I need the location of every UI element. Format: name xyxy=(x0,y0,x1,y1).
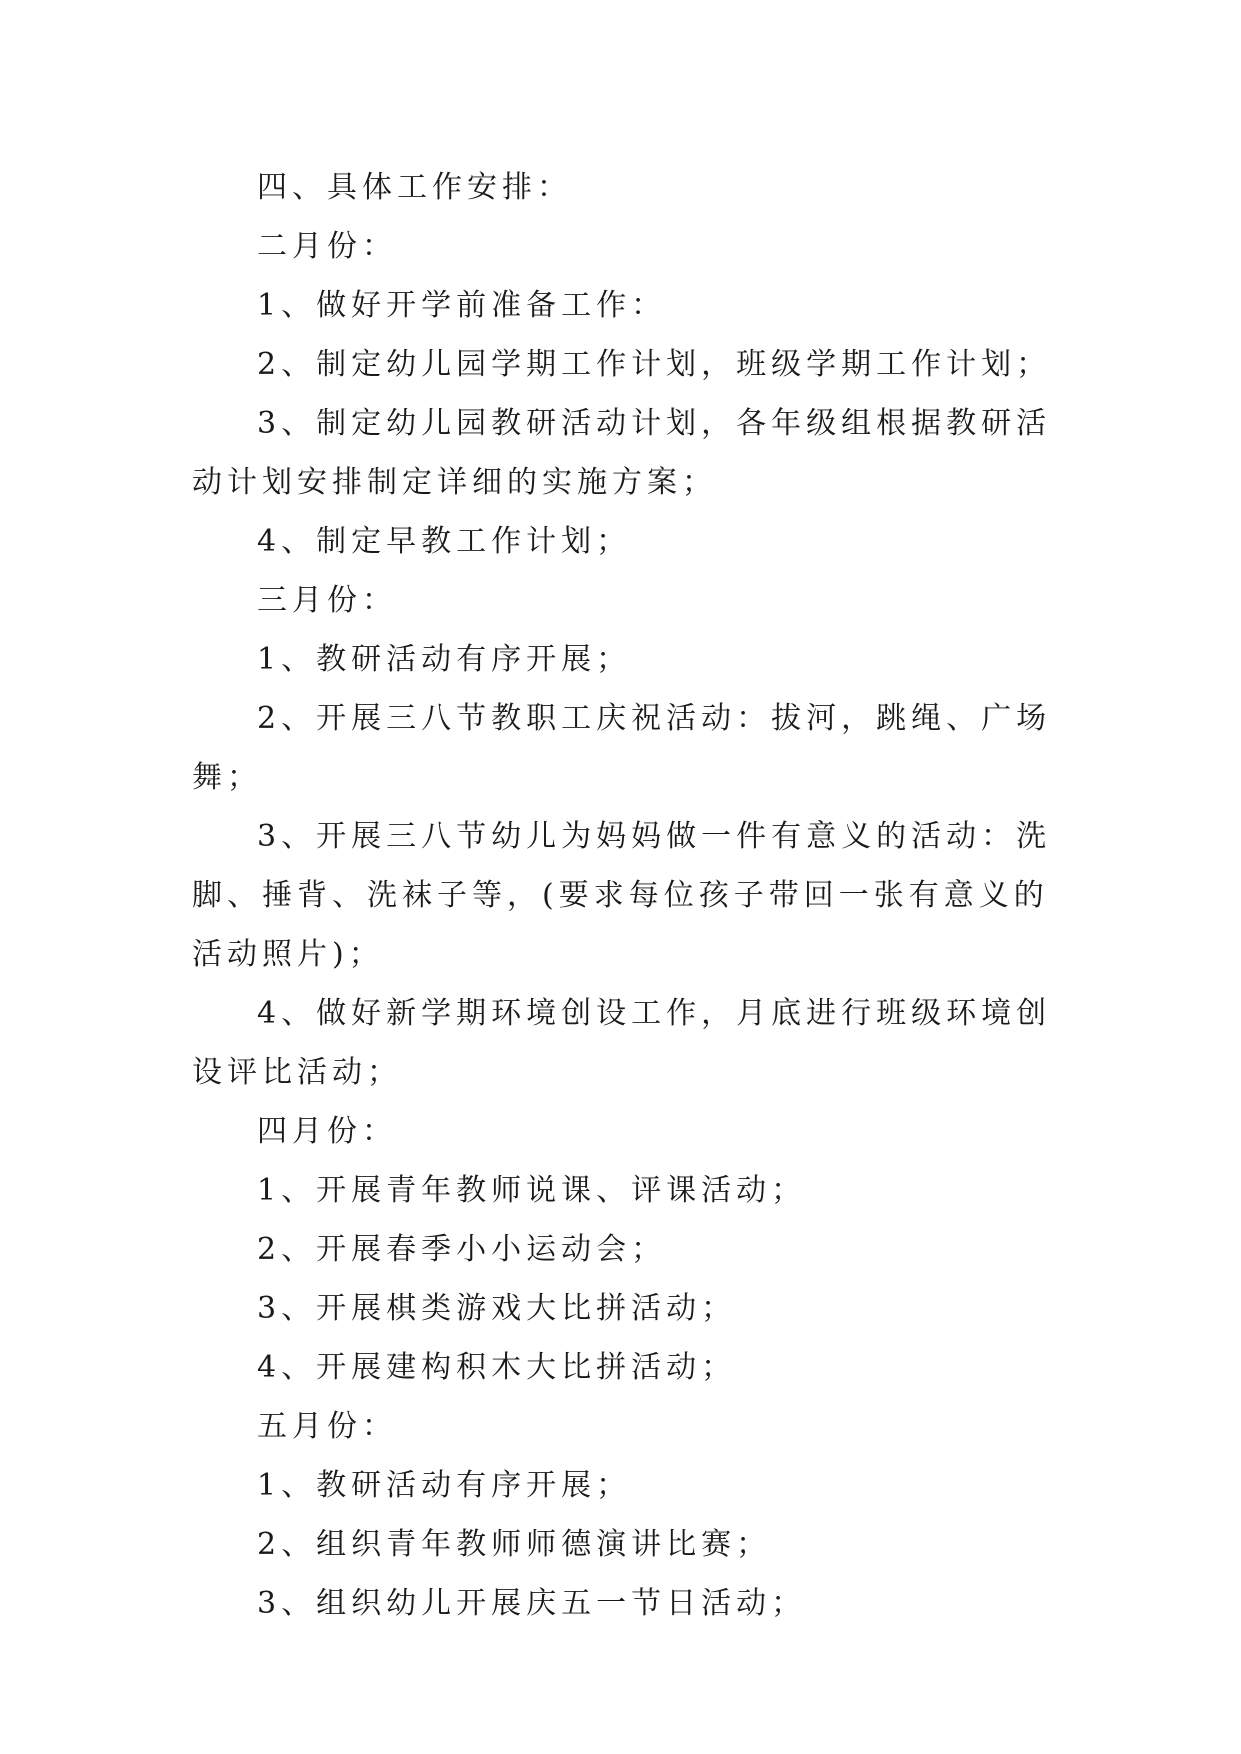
list-item: 2、开展三八节教职工庆祝活动：拔河，跳绳、广场舞； xyxy=(192,701,1052,795)
month-heading-may: 五月份： xyxy=(257,1409,397,1444)
month-heading-march: 三月份： xyxy=(257,583,397,618)
list-item: 1、做好开学前准备工作： xyxy=(257,288,667,323)
list-item: 1、开展青年教师说课、评课活动； xyxy=(257,1173,807,1208)
list-item: 4、制定早教工作计划； xyxy=(257,524,632,559)
list-item: 2、开展春季小小运动会； xyxy=(257,1232,667,1267)
month-heading-february: 二月份： xyxy=(257,229,397,264)
list-item: 2、制定幼儿园学期工作计划，班级学期工作计划； xyxy=(257,347,1052,382)
list-item: 4、做好新学期环境创设工作，月底进行班级环境创设评比活动； xyxy=(192,996,1052,1090)
list-item: 2、组织青年教师师德演讲比赛； xyxy=(257,1527,772,1562)
document-body xyxy=(192,158,1052,1633)
month-heading-april: 四月份： xyxy=(257,1114,397,1149)
list-item: 1、教研活动有序开展； xyxy=(257,642,632,677)
list-item: 4、开展建构积木大比拼活动； xyxy=(257,1350,737,1385)
section-heading-work-arrangement: 四、具体工作安排： xyxy=(257,170,572,205)
list-item: 3、制定幼儿园教研活动计划，各年级组根据教研活动计划安排制定详细的实施方案； xyxy=(192,406,1052,500)
list-item: 1、教研活动有序开展； xyxy=(257,1468,632,1503)
list-item: 3、开展三八节幼儿为妈妈做一件有意义的活动：洗脚、捶背、洗袜子等，(要求每位孩子带回一张有意义的活动照片)； xyxy=(192,819,1052,972)
list-item: 3、组织幼儿开展庆五一节日活动； xyxy=(257,1586,807,1621)
list-item: 3、开展棋类游戏大比拼活动； xyxy=(257,1291,737,1326)
